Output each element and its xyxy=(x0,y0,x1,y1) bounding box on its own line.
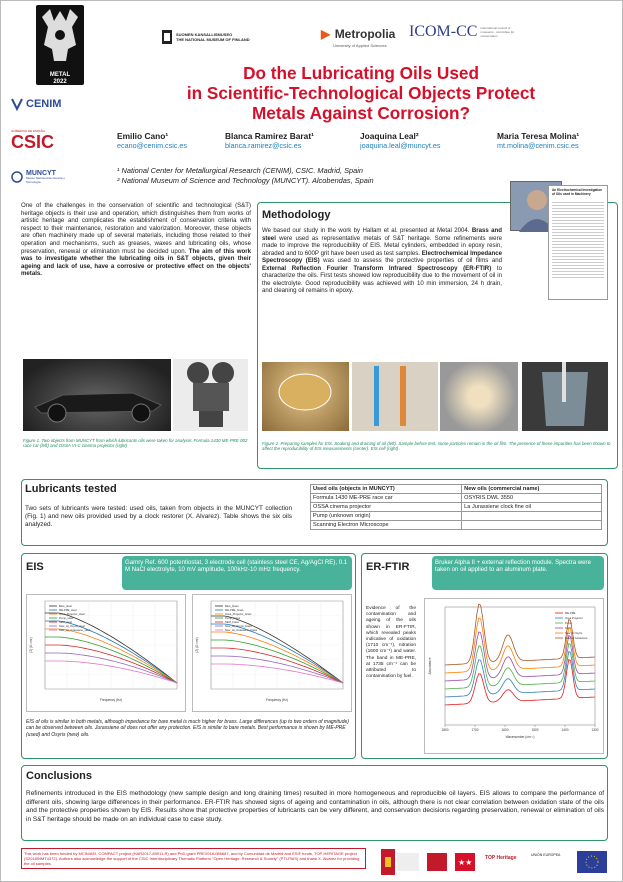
eis-steel-chart xyxy=(26,594,186,712)
author-name: Emilio Cano¹ xyxy=(117,131,169,141)
cenim-name: CENIM xyxy=(26,98,62,110)
poster-title xyxy=(101,63,621,123)
methodology-text xyxy=(262,227,502,295)
sample-closeup-photo xyxy=(440,362,518,431)
table-row xyxy=(311,494,602,503)
used-oil-cell: Formula 1430 ME-PRE race car xyxy=(311,494,462,503)
eis-brass-svg xyxy=(193,595,351,711)
new-oil-cell xyxy=(462,512,602,521)
eis-cell-photo xyxy=(522,362,608,431)
paper-thumbnail xyxy=(548,185,608,300)
lubricants-text: Two sets of lubricants were tested: used oils, taken from objects in the MUNCYT collection (Fig. 1) and new oils provided used by a clock restorer (X. Alvarez). Table shows the six oils analyzed. xyxy=(25,505,292,528)
legend-entry: New_oil_Jurassiene_brass xyxy=(225,629,258,632)
methodology-section xyxy=(257,188,618,469)
national-museum-logo xyxy=(161,29,250,45)
erftir-text: Evidence of the contamination and ageing of the oils shown in ER-FTIR, which revealed peaks indicative of oxidation (1710 cm⁻¹), nitration (1600 cm⁻¹) and water. The band in ME-PRE, at 1735 cm⁻¹ can be attributed to contamination by fuel. xyxy=(366,606,416,680)
erftir-heading: ER-FTIR xyxy=(366,561,410,573)
csic-small-icon xyxy=(425,849,449,875)
eu-flag-icon xyxy=(577,851,607,873)
muncyt-name: MUNCYT xyxy=(26,170,56,177)
table-row xyxy=(311,503,602,512)
muncyt-logo xyxy=(11,169,66,185)
erftir-setup-box: Bruker Alpha II + external reflection module. Spectra were taken on oil applied to an aluminum plate. xyxy=(432,556,604,590)
y-axis-label: |Z| (Ω cm²) xyxy=(195,637,199,653)
muncyt-icon xyxy=(11,169,23,185)
title-line-2: in Scientific-Technological Objects Protect xyxy=(186,83,536,103)
legend-entry: SEM_steel xyxy=(59,621,72,624)
y-axis-label: Absorbance xyxy=(428,657,432,675)
icom-logo xyxy=(409,23,522,41)
legend-entry: Ossa Projector xyxy=(565,617,583,620)
race-car-photo xyxy=(23,359,171,431)
affiliations xyxy=(117,166,374,186)
museum-name: SUOMEN KANSALLISMUSEO THE NATIONAL MUSEUM OF FINLAND xyxy=(176,32,250,42)
cenim-icon xyxy=(11,97,23,111)
csic-name: CSIC xyxy=(11,132,55,152)
used-oil-cell: OSSA cinema projector xyxy=(311,503,462,512)
conclusions-text: Refinements introduced in the EIS methodology (new sample design and long draining times) resulted in more homogeneous and reproducible oil layers. EIS allows to compare the performance of different oils, showing large differences in their performance. ER-FTIR has showed signs of ageing and contamination in oils, although there is not clear correlation between oxidation state of the oils and the protective properties shown by EIS. Results show that protective properties of lubricants can be very different, and conservation decisions regarding preservation, renewal or elimination of oils in S&T heritage should be made on an individual case to case study. xyxy=(26,790,604,823)
sample-before-test-photo xyxy=(352,362,438,431)
title-line-1: Do the Lubricating Oils Used xyxy=(243,63,479,83)
legend-entry: New oil Jurassiene xyxy=(565,637,588,640)
sample-soaking-photo xyxy=(262,362,349,431)
x-axis-label: Frequency (Hz) xyxy=(266,698,288,702)
used-oil-cell: Pump (unknown origin) xyxy=(311,512,462,521)
method-text-3: were used as representative metals of S&T heritage. Some refinements were made to improve the reproducibility of EIS. Metal cylinders, embedded in epoxy resin, abraded and to 600P grit have been used as test samples. xyxy=(262,234,502,257)
eis-cell-icon xyxy=(522,362,608,431)
x-tick-label: 1800 xyxy=(441,728,449,732)
beaker-icon xyxy=(262,362,349,431)
madrid-icon xyxy=(453,849,477,875)
intro-text xyxy=(21,202,251,278)
erftir-chart xyxy=(424,598,604,754)
eis-steel-svg xyxy=(27,595,185,711)
eis-setup-box: Gamry Ref. 600 potentiostat, 3 electrode cell (stainless steel CE, Ag/AgCl RE), 0.1 M NaCl electrolyte, 10 mV amplitude, 100kHz-10 mHz frequency. xyxy=(122,556,352,590)
muncyt-sub: Museo Nacional de Ciencia y Tecnología xyxy=(26,176,65,184)
legend-entry: New_oil_Osyris_steel xyxy=(59,625,85,628)
legend-entry: Ossa_Projector_steel xyxy=(59,613,85,616)
affiliation-2: ² National Museum of Science and Technology (MUNCYT). Alcobendas, Spain xyxy=(117,176,374,185)
y-axis-label: |Z| (Ω cm²) xyxy=(29,637,33,653)
eis-caption: EIS of oils is similar in both metals, although impedance for bare metal is much higher for brass. Large differences (up to two orders of magnitude) can be observed between oils. Jurassiene oil does not offer any protection. EIS is similar to bare metals. Best performance is shown by ME-PRE (used) and Osyris (new) oils. xyxy=(26,719,349,738)
spain-ministry-icon xyxy=(381,849,421,875)
figure-1-caption: Figure 1. Two objects from MUNCYT from which lubricants oils were taken for analysis: Formula 1430 ME-PRE 002 race car (left) and OSSA VI-C cinema projector (right) xyxy=(23,438,248,449)
legend-entry: ME-PRE_brass xyxy=(225,609,244,612)
legend-entry: Pump xyxy=(565,622,573,625)
metal-logo-text: METAL 2022 xyxy=(49,72,71,85)
csic-top: GOBIERNO DE ESPAÑA xyxy=(11,129,45,133)
used-oil-cell: Scanning Electron Microscope xyxy=(311,521,462,530)
legend-entry: SEM xyxy=(565,627,571,630)
new-oil-cell: La Jurassiene clock fine oil xyxy=(462,503,602,512)
legend-entry: ME-PRE_steel xyxy=(59,609,77,612)
eis-section xyxy=(21,553,356,759)
lubricants-table xyxy=(310,484,602,530)
intro-paragraph: One of the challenges in the conservation of scientific and technological (S&T) heritage objects is their use and operation, which distinguishes them from works of artistic heritage and complicates the establishment of conservation criteria with respect to their maintenance, restoration and valorization. Moreover, these objects are often machinery made up of several materials, including those related to their operation and mechanisms, such as greases, waxes and lubricating oils, whose preservation, renewal or elimination must be decided upon. xyxy=(21,202,251,255)
museum-icon xyxy=(161,29,173,45)
method-text-2: Brass and steel xyxy=(262,227,502,242)
legend-entry: ME-PRE xyxy=(565,612,576,615)
author-email[interactable]: ecano@cenim.csic.es xyxy=(117,141,188,150)
paper-thumbnail-title: An Electrochemical Investigation of Oils used in Machinery xyxy=(552,188,603,196)
metropolia-name: Metropolia xyxy=(334,27,396,41)
erftir-svg xyxy=(425,599,603,753)
legend-entry: Bare_brass xyxy=(225,605,239,608)
x-tick-label: 1600 xyxy=(501,728,509,732)
sample-rods-icon xyxy=(352,362,438,431)
svg-text:★★: ★★ xyxy=(458,858,473,867)
funding-text: This work has been funded by MCIN/AEI, COMPACT project (HAR2017-89911-R) and PhD grant PRE2018-086687; and by Comunidad de Madrid and ESIF funds, TOP-HERITAGE project (S2018/NMT4372). Authors also acknowledge the support of the CSIC Interdisciplinary Thematic Platform "Open Heritage: Research & Society" (PTI-PAIS) and thank X. Alvarez for providing the oil samples. xyxy=(21,848,366,869)
x-axis-label: Wavenumber (cm⁻¹) xyxy=(505,735,535,739)
eis-heading: EIS xyxy=(26,561,44,573)
legend-entry: Pump_brass xyxy=(225,617,241,620)
icom-sub: international council of museums - committee for conservation xyxy=(480,26,515,38)
affiliation-1: ¹ National Center for Metallurgical Research (CENIM), CSIC. Madrid, Spain xyxy=(117,166,364,175)
sponsor-logos xyxy=(381,849,611,877)
race-car-icon xyxy=(23,359,171,431)
x-tick-label: 1500 xyxy=(531,728,539,732)
eu-logo-text: UNIÓN EUROPEA xyxy=(531,853,561,857)
author-email[interactable]: mt.molina@cenim.csic.es xyxy=(497,141,579,150)
legend-entry: New_oil_Osyris_brass xyxy=(225,625,252,628)
table-row xyxy=(311,521,602,530)
author-email[interactable]: joaquina.leal@muncyt.es xyxy=(360,141,441,150)
erftir-section xyxy=(361,553,608,759)
metropolia-sub: University of Applied Sciences xyxy=(333,43,387,48)
metropolia-logo: ▶ Metropolia University of Applied Sciences xyxy=(321,27,396,48)
table-row xyxy=(311,512,602,521)
legend-entry: Ossa_Projector_brass xyxy=(225,613,252,616)
figure-2-caption: Figure 2. Preparing samples for EIS. Soaking and draining of oil (left). Sample before test, some particles remain in the oil film. The presence of these impurities has been shown to affect the reproducibility of EIS measurements (center). EIS cell (right) . xyxy=(262,441,611,452)
projector-photo xyxy=(173,359,248,431)
new-oil-cell: OSYRIS DWL 3550 xyxy=(462,494,602,503)
eis-brass-chart xyxy=(192,594,352,712)
cenim-logo xyxy=(11,97,61,111)
x-axis-label: Frequency (Hz) xyxy=(100,698,122,702)
method-text-7: to characterize the oils. First tests showed low reproducibility due to the movement of oil in the electrolyte. Good reproducibility was achieved with 10 min immersion, 24 h drain, and cleaning oil remains in epoxy. xyxy=(262,264,502,295)
top-heritage-logo: TOP Heritage xyxy=(485,855,517,861)
x-tick-label: 1700 xyxy=(471,728,479,732)
conclusions-heading: Conclusions xyxy=(26,770,93,782)
col-new-oils: New oils (commercial name) xyxy=(462,485,602,494)
legend-entry: SEM_brass xyxy=(225,621,239,624)
method-text-5: was used to assess the protective properties of oil films and xyxy=(323,257,503,265)
x-tick-label: 1300 xyxy=(591,728,599,732)
metal-2022-logo xyxy=(36,5,84,85)
authors-row xyxy=(117,131,617,161)
author-1 xyxy=(117,131,187,150)
csic-logo xyxy=(11,129,54,151)
legend-entry: New oil Osyris xyxy=(565,632,583,635)
new-oil-cell xyxy=(462,521,602,530)
metal-figure-icon xyxy=(36,5,84,67)
author-name: Joaquina Leal² xyxy=(360,131,419,141)
intro-aim: The aim of this work was to investigate whether the lubricating oils in S&T objects, given their ageing and lack of use, have a corrosive or protective effect on the objects' metals. xyxy=(21,247,251,278)
legend-entry: Pump_steel xyxy=(59,617,74,620)
method-text-6: External Reflection Fourier Transform Infrared Spectroscopy (ER-FTIR) xyxy=(262,264,492,272)
conclusions-section xyxy=(21,765,608,841)
author-4 xyxy=(497,131,579,150)
method-text-1: We based our study in the work by Hallam et al. presented at Metal 2004. xyxy=(262,227,470,234)
methodology-heading: Methodology xyxy=(262,209,331,221)
author-2 xyxy=(225,131,314,150)
author-name: Blanca Ramirez Barat¹ xyxy=(225,131,314,141)
legend-entry: Bare_steel xyxy=(59,605,72,608)
legend-entry: New_oil_Jurassiene_steel xyxy=(59,629,91,632)
title-line-3: Metals Against Corrosion? xyxy=(251,103,471,123)
projector-icon xyxy=(173,359,248,431)
method-text-4: Electrochemical Impedance Spectroscopy (EIS) xyxy=(262,249,502,265)
author-name: Maria Teresa Molina¹ xyxy=(497,131,580,141)
author-3 xyxy=(360,131,440,150)
author-email[interactable]: blanca.ramirez@csic.es xyxy=(225,141,302,150)
table-header-row xyxy=(311,485,602,494)
col-used-oils: Used oils (objects in MUNCYT) xyxy=(311,485,462,494)
x-tick-label: 1400 xyxy=(561,728,569,732)
lubricants-section xyxy=(21,479,608,546)
icom-name: ICOM-CC xyxy=(409,23,478,40)
lubricants-heading: Lubricants tested xyxy=(25,483,117,495)
